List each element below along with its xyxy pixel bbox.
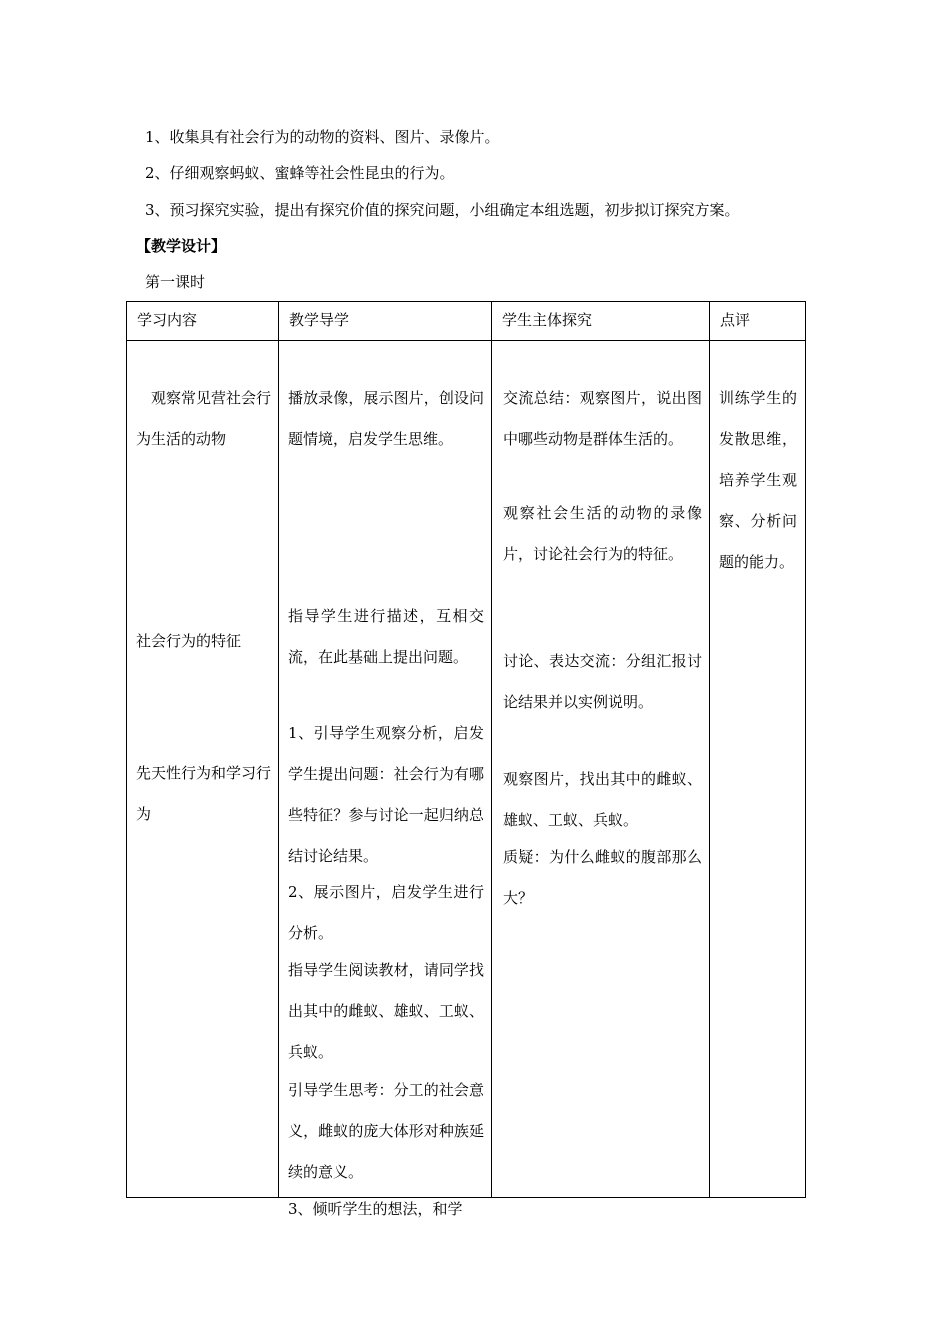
student-para-5: 质疑：为什么雌蚁的腹部那么大？ xyxy=(503,848,702,907)
guide-para-7: 3、倾听学生的想法，和学 xyxy=(288,1200,463,1218)
student-para-4: 观察图片，找出其中的雌蚁、雄蚁、工蚁、兵蚁。 xyxy=(503,770,702,829)
guide-para-6: 引导学生思考：分工的社会意义，雌蚁的庞大体形对种族延续的意义。 xyxy=(288,1081,484,1181)
header-label: 点评 xyxy=(720,311,751,329)
content-item-2: 社会行为的特征 xyxy=(136,632,242,650)
guide-para-2: 指导学生进行描述，互相交流，在此基础上提出问题。 xyxy=(288,607,484,666)
lesson-plan-table xyxy=(126,301,806,1218)
student-cell xyxy=(492,341,710,1198)
guide-para-4: 2、展示图片，启发学生进行分析。 xyxy=(288,883,484,942)
intro-line-1: 1、收集具有社会行为的动物的资料、图片、录像片。 xyxy=(145,128,500,146)
header-cell-student xyxy=(492,302,710,341)
guide-cell xyxy=(279,341,492,1218)
guide-para-1: 播放录像，展示图片，创设问题情境，启发学生思维。 xyxy=(288,389,484,448)
guide-para-5: 指导学生阅读教材，请同学找出其中的雌蚁、雄蚁、工蚁、兵蚁。 xyxy=(288,961,484,1061)
header-label: 学习内容 xyxy=(137,311,198,329)
header-label: 教学导学 xyxy=(289,311,350,329)
content-item-1: 观察常见营社会行为生活的动物 xyxy=(136,389,272,448)
content-cell xyxy=(127,341,279,1198)
table-header-row xyxy=(127,302,806,341)
student-para-1: 交流总结：观察图片，说出图中哪些动物是群体生活的。 xyxy=(503,389,702,448)
table-row xyxy=(127,341,806,1198)
student-para-3: 讨论、表达交流：分组汇报讨论结果并以实例说明。 xyxy=(503,652,702,711)
intro-line-3: 3、预习探究实验，提出有探究价值的探究问题，小组确定本组选题，初步拟订探究方案。 xyxy=(145,201,740,219)
comment-cell xyxy=(710,341,806,1198)
header-label: 学生主体探究 xyxy=(502,311,593,329)
student-para-2: 观察社会生活的动物的录像片，讨论社会行为的特征。 xyxy=(503,504,702,563)
content-item-3: 先天性行为和学习行为 xyxy=(136,764,272,823)
header-cell-content xyxy=(127,302,279,341)
session-label: 第一课时 xyxy=(145,273,206,291)
header-cell-guide xyxy=(279,302,492,341)
intro-line-2: 2、仔细观察蚂蚁、蜜蜂等社会性昆虫的行为。 xyxy=(145,164,455,182)
guide-para-3: 1、引导学生观察分析，启发学生提出问题：社会行为有哪些特征？参与讨论一起归纳总结讨论结果。 xyxy=(288,724,484,865)
header-cell-comment xyxy=(710,302,806,341)
section-heading: 【教学设计】 xyxy=(136,237,227,255)
comment-para-1: 训练学生的发散思维，培养学生观察、分析问题的能力。 xyxy=(719,389,797,571)
